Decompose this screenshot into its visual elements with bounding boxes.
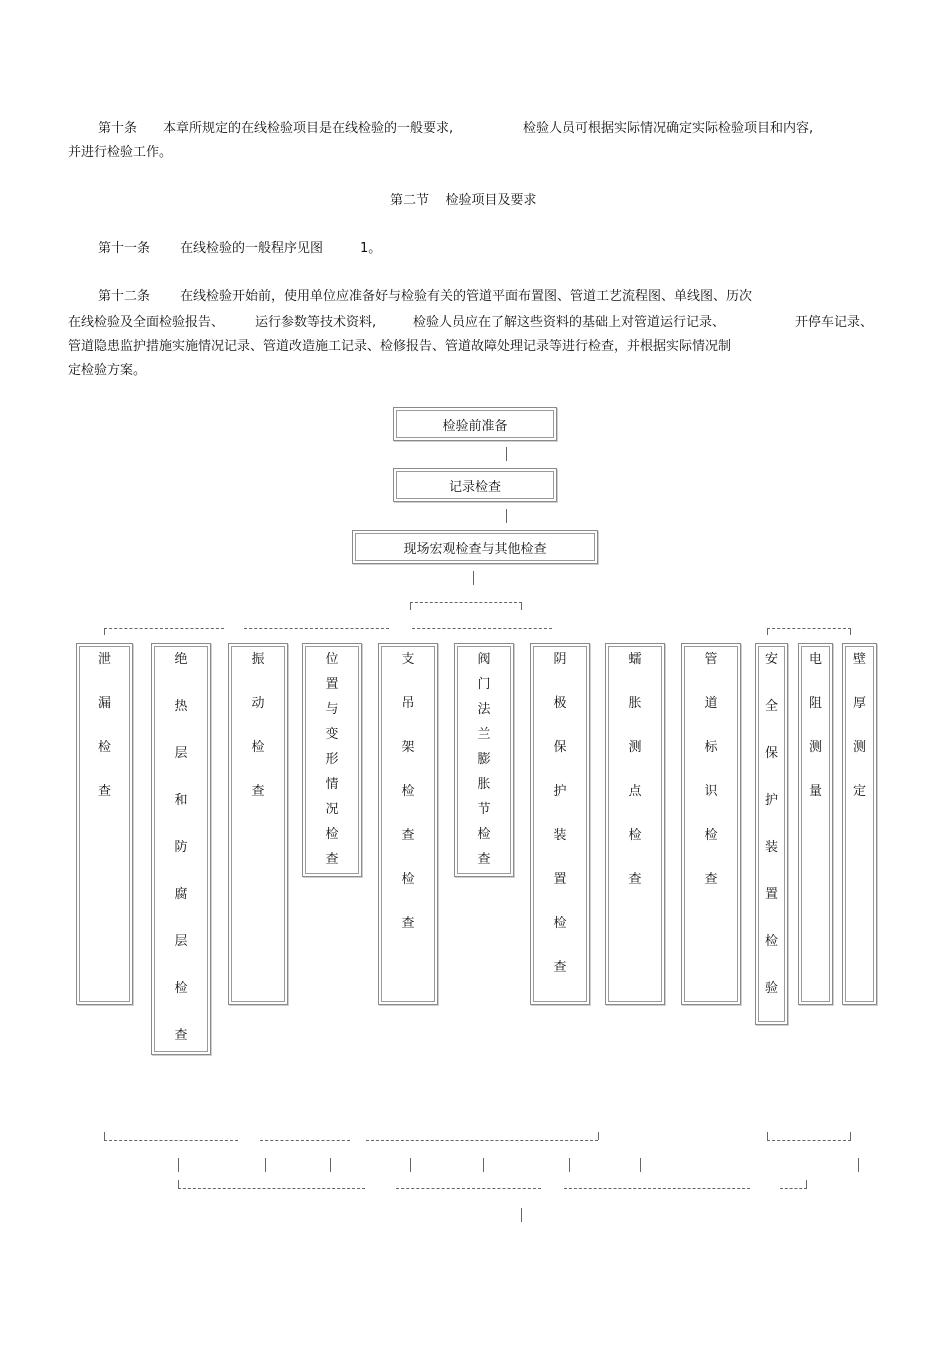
branch-row-4 bbox=[767, 628, 851, 629]
item-pipe-marking-label: 管 道 标 识 检 查 bbox=[704, 652, 718, 887]
connector-1-2 bbox=[506, 447, 507, 461]
article12-text-2d: 开停车记录、 bbox=[795, 315, 874, 330]
item-leak-inspection-box bbox=[76, 643, 133, 1005]
section-title: 第二节 检验项目及要求 bbox=[390, 193, 537, 208]
item-resistance-label: 电 阻 测 量 bbox=[808, 652, 822, 799]
merge-drop-7 bbox=[640, 1158, 641, 1172]
merge-row-2d bbox=[780, 1188, 807, 1189]
item-resistance-box bbox=[798, 643, 833, 1005]
merge-row-2c bbox=[564, 1188, 750, 1189]
branch-top-left-tick bbox=[410, 602, 411, 610]
article12-text-2b: 运行参数等技术资料, bbox=[255, 315, 377, 330]
branch-top-line bbox=[410, 602, 522, 603]
article12-text-4: 定检验方案。 bbox=[68, 363, 147, 378]
merge-row-1d bbox=[767, 1140, 851, 1141]
item-support-hanger-box bbox=[378, 643, 438, 1005]
step-pre-inspection-label: 检验前准备 bbox=[442, 418, 508, 434]
branch-row-1-tick bbox=[104, 628, 105, 635]
merge-drop-1 bbox=[178, 1158, 179, 1172]
item-creep-point-label: 蠕 胀 测 点 检 查 bbox=[628, 652, 642, 887]
merge-row-1d-right-tick bbox=[850, 1132, 851, 1140]
article11-figure-ref: 1。 bbox=[360, 241, 382, 256]
item-pipe-marking-box bbox=[681, 643, 741, 1005]
step-record-check-label: 记录检查 bbox=[448, 479, 501, 495]
article12-label: 第十二条 bbox=[98, 289, 151, 304]
merge-row-1-right-tick bbox=[598, 1132, 599, 1140]
merge-row-1a bbox=[104, 1140, 238, 1141]
connector-2-3 bbox=[506, 509, 507, 523]
step-site-inspection-label: 现场宏观检查与其他检查 bbox=[403, 541, 547, 557]
merge-row-2-tick bbox=[178, 1180, 179, 1188]
item-vibration-box bbox=[228, 643, 288, 1005]
article12-text-2c: 检验人员应在了解这些资料的基础上对管道运行记录、 bbox=[413, 315, 726, 330]
merge-row-1-tick bbox=[104, 1132, 105, 1140]
article10-text-c: 并进行检验工作。 bbox=[68, 145, 173, 160]
merge-drop-5 bbox=[483, 1158, 484, 1172]
merge-row-1c bbox=[366, 1140, 598, 1141]
connector-3-branch bbox=[473, 571, 474, 585]
merge-drop-3 bbox=[330, 1158, 331, 1172]
article12-text-3: 管道隐患监护措施实施情况记录、管道改造施工记录、检修报告、管道故障处理记录等进行检查，并根据实际情况制 bbox=[68, 339, 732, 354]
merge-row-2a bbox=[178, 1188, 365, 1189]
article10-text-b: 检验人员可根据实际情况确定实际检验项目和内容, bbox=[523, 121, 814, 136]
merge-final-drop bbox=[521, 1208, 522, 1222]
item-insulation-anticorrosion-box bbox=[151, 643, 211, 1055]
item-wall-thickness-label: 壁 厚 测 定 bbox=[852, 652, 866, 799]
item-safety-device-label: 安 全 保 护 装 置 检 验 bbox=[764, 652, 778, 996]
article12-text-1: 在线检验开始前，使用单位应准备好与检验有关的管道平面布置图、管道工艺流程图、单线图、历次 bbox=[180, 289, 753, 304]
merge-row-1d-left-tick bbox=[767, 1132, 768, 1140]
merge-row-2b bbox=[396, 1188, 541, 1189]
article11-text: 在线检验的一般程序见图 bbox=[180, 241, 324, 256]
merge-drop-4 bbox=[410, 1158, 411, 1172]
merge-drop-8 bbox=[858, 1158, 859, 1172]
item-leak-inspection-label: 泄 漏 检 查 bbox=[97, 652, 111, 799]
step-record-check-box bbox=[393, 468, 557, 502]
step-site-inspection-box bbox=[352, 530, 598, 564]
item-position-deformation-box bbox=[302, 643, 362, 877]
branch-row-1 bbox=[104, 628, 224, 629]
item-wall-thickness-box bbox=[842, 643, 877, 1005]
item-vibration-label: 振 动 检 查 bbox=[251, 652, 265, 799]
branch-row-2 bbox=[244, 628, 389, 629]
branch-row-4-right-tick bbox=[850, 628, 851, 635]
item-valve-flange-label: 阀 门 法 兰 膨 胀 节 检 查 bbox=[477, 652, 491, 867]
item-cathodic-protection-label: 阴 极 保 护 装 置 检 查 bbox=[553, 652, 567, 975]
item-safety-device-box bbox=[755, 643, 788, 1025]
article11-label: 第十一条 bbox=[98, 241, 151, 256]
merge-drop-2 bbox=[265, 1158, 266, 1172]
article12-text-2a: 在线检验及全面检验报告、 bbox=[68, 315, 225, 330]
item-insulation-anticorrosion-label: 绝 热 层 和 防 腐 层 检 查 bbox=[174, 652, 188, 1043]
article10-text-a: 本章所规定的在线检验项目是在线检验的一般要求, bbox=[163, 121, 454, 136]
item-position-deformation-label: 位 置 与 变 形 情 况 检 查 bbox=[325, 652, 339, 867]
step-pre-inspection-box bbox=[393, 407, 557, 441]
merge-row-2-right-tick bbox=[806, 1180, 807, 1188]
item-cathodic-protection-box bbox=[530, 643, 590, 1005]
branch-row-3 bbox=[412, 628, 552, 629]
item-creep-point-box bbox=[605, 643, 665, 1005]
branch-row-4-left-tick bbox=[767, 628, 768, 635]
branch-top-right-tick bbox=[521, 602, 522, 610]
merge-row-1b bbox=[260, 1140, 350, 1141]
merge-drop-6 bbox=[569, 1158, 570, 1172]
item-valve-flange-box bbox=[454, 643, 514, 877]
item-support-hanger-label: 支 吊 架 检 查 检 查 bbox=[401, 652, 415, 931]
article10-label: 第十条 bbox=[98, 121, 138, 136]
